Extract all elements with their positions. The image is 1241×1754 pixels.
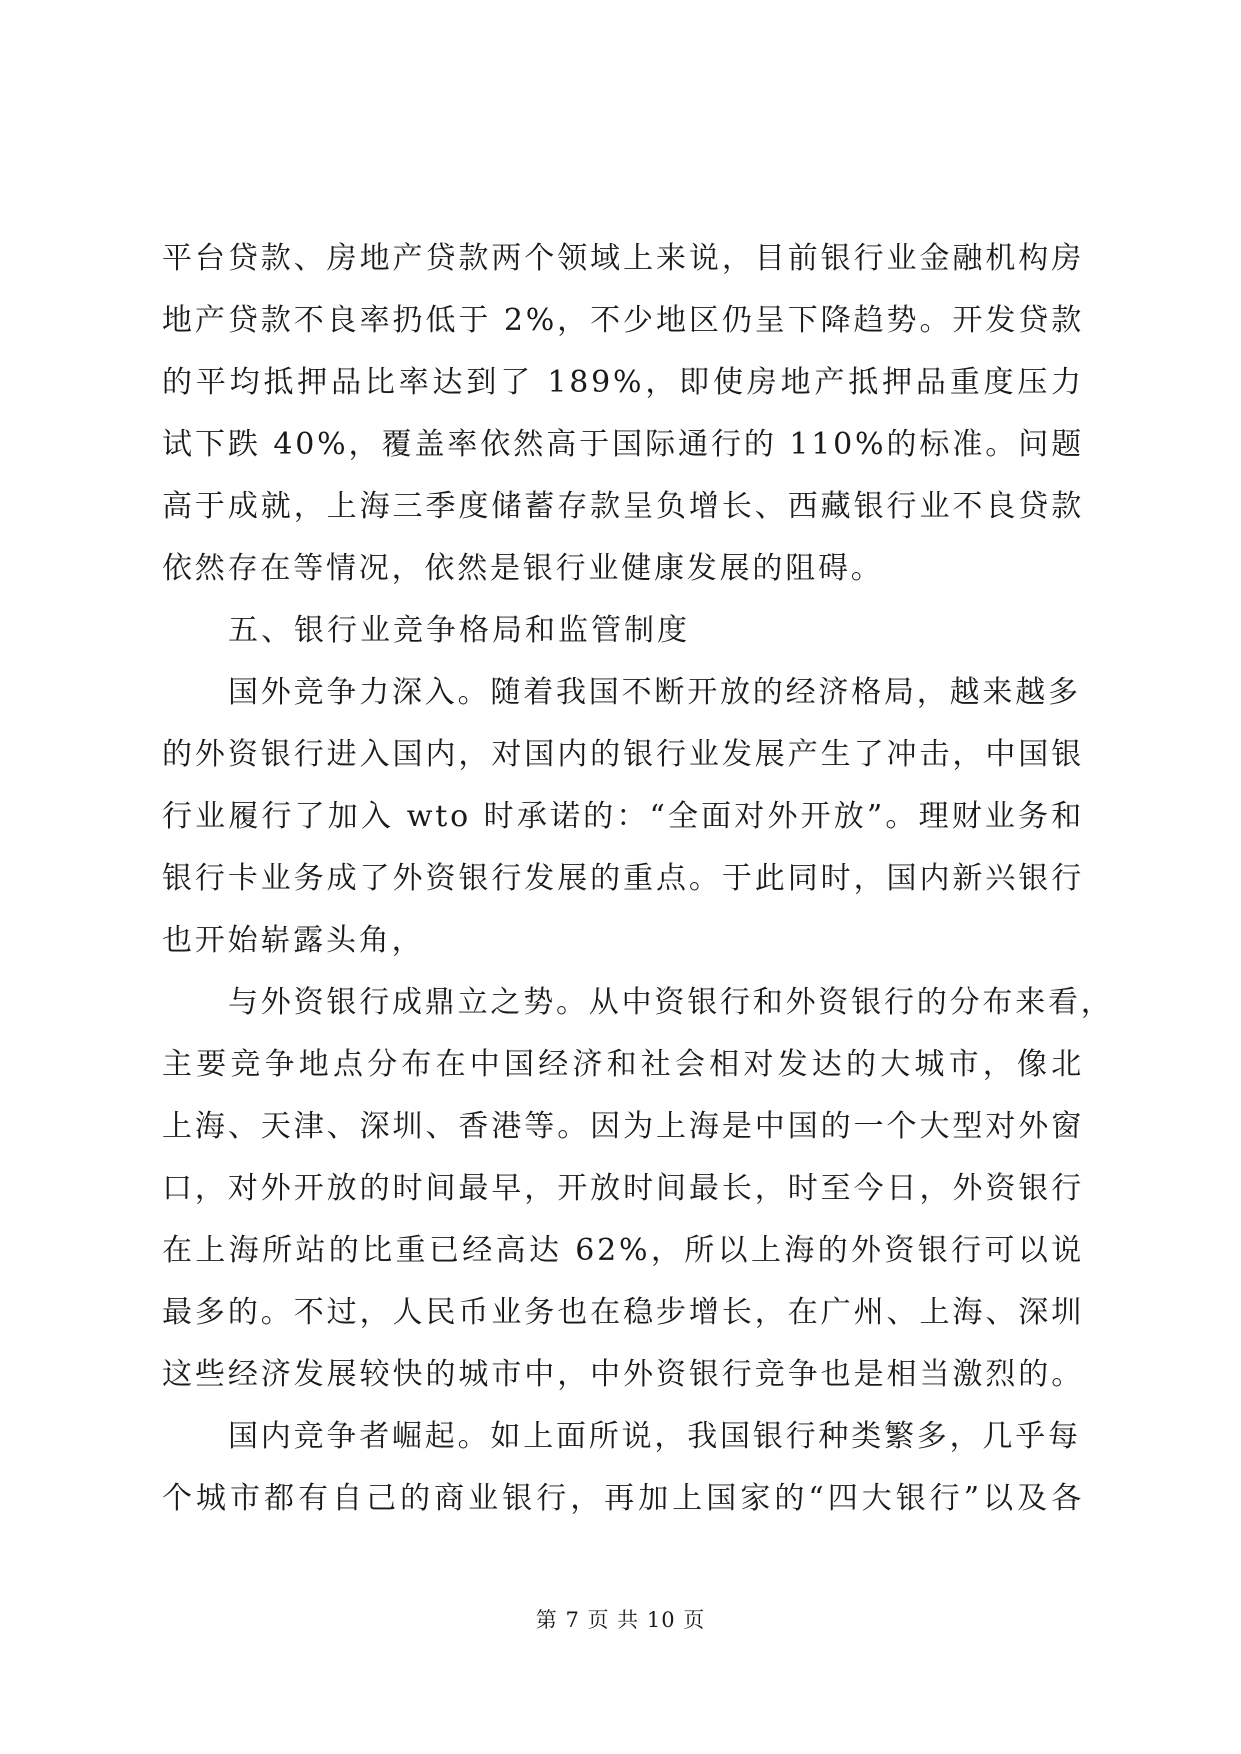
text-line: 高于成就，上海三季度储蓄存款呈负增长、西藏银行业不良贷款 — [162, 489, 1084, 524]
text-line: 口，对外开放的时间最早，开放时间最长，时至今日，外资银行 — [162, 1171, 1084, 1206]
text-line: 上海、天津、深圳、香港等。因为上海是中国的一个大型对外窗 — [162, 1109, 1084, 1144]
text-line: 也开始崭露头角， — [162, 923, 425, 958]
text-line: 主要竞争地点分布在中国经济和社会相对发达的大城市，像北 — [162, 1047, 1084, 1082]
text-line: 依然存在等情况，依然是银行业健康发展的阻碍。 — [162, 551, 884, 586]
text-line: 地产贷款不良率扔低于 2%，不少地区仍呈下降趋势。开发贷款 — [162, 303, 1084, 338]
page-number-footer: 第 7 页 共 10 页 — [535, 1608, 706, 1632]
text-line: 的平均抵押品比率达到了 189%，即使房地产抵押品重度压力 — [162, 365, 1084, 400]
paragraph-first-line: 与外资银行成鼎立之势。从中资银行和外资银行的分布来看， — [228, 985, 1114, 1020]
text-line: 行业履行了加入 wto 时承诺的：“全面对外开放”。理财业务和 — [162, 799, 1084, 834]
paragraph-first-line: 国内竞争者崛起。如上面所说，我国银行种类繁多，几乎每 — [228, 1419, 1081, 1454]
text-line: 最多的。不过，人民币业务也在稳步增长，在广州、上海、深圳 — [162, 1295, 1084, 1330]
text-line: 在上海所站的比重已经高达 62%，所以上海的外资银行可以说 — [162, 1233, 1084, 1268]
text-line: 银行卡业务成了外资银行发展的重点。于此同时，国内新兴银行 — [162, 861, 1084, 896]
section-heading: 五、银行业竞争格局和监管制度 — [228, 613, 690, 648]
text-line: 试下跌 40%，覆盖率依然高于国际通行的 110%的标准。问题 — [162, 427, 1084, 462]
text-line: 的外资银行进入国内，对国内的银行业发展产生了冲击，中国银 — [162, 737, 1084, 772]
paragraph-first-line: 国外竞争力深入。随着我国不断开放的经济格局，越来越多 — [228, 675, 1081, 710]
text-line: 这些经济发展较快的城市中，中外资银行竞争也是相当激烈的。 — [162, 1357, 1084, 1392]
text-line: 平台贷款、房地产贷款两个领域上来说，目前银行业金融机构房 — [162, 241, 1084, 276]
text-line: 个城市都有自己的商业银行，再加上国家的“四大银行”以及各 — [162, 1481, 1084, 1516]
body-text — [162, 228, 1114, 1530]
